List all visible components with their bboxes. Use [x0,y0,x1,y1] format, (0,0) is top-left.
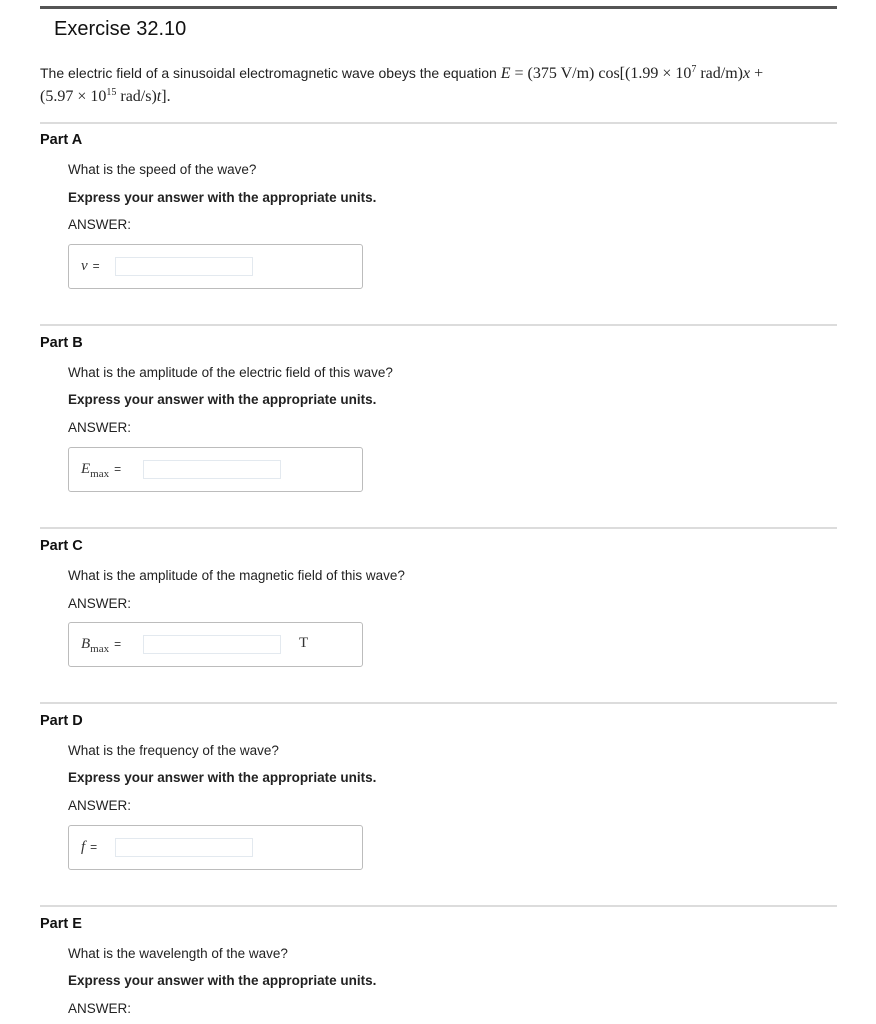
part-divider [40,905,837,907]
part-b-answer-label: ANSWER: [68,420,132,435]
part-c-answer-box [68,622,363,667]
part-e-title: Part E [40,916,82,932]
part-d-answer-label: ANSWER: [68,798,132,813]
part-d-title: Part D [40,713,83,729]
part-b-answer-box [68,447,363,492]
part-e-instruction: Express your answer with the appropriate units. [68,973,377,988]
part-divider [40,702,837,704]
part-b-question: What is the amplitude of the electric field of this wave? [68,365,393,380]
intro-text: The electric field of a sinusoidal electromagnetic wave obeys the equation [40,65,497,81]
problem-statement [40,62,830,108]
bmax-answer-input[interactable] [143,635,281,654]
frequency-answer-input[interactable] [115,838,253,857]
frequency-variable-label: f = [81,839,98,855]
part-divider [40,122,837,124]
emax-answer-input[interactable] [143,460,281,479]
part-d-answer-box [68,825,363,870]
part-a-question: What is the speed of the wave? [68,162,257,177]
part-c-question: What is the amplitude of the magnetic field of this wave? [68,568,405,583]
speed-variable-label: v = [81,258,100,274]
tesla-unit-label: T [299,635,309,651]
part-a-instruction: Express your answer with the appropriate units. [68,190,377,205]
part-divider [40,324,837,326]
part-b-instruction: Express your answer with the appropriate units. [68,392,377,407]
part-a-answer-box [68,244,363,289]
emax-variable-label: $E_{max}$ = [81,461,122,480]
part-d-instruction: Express your answer with the appropriate units. [68,770,377,785]
speed-answer-input[interactable] [115,257,253,276]
part-divider [40,527,837,529]
top-rule [40,6,837,9]
part-d-question: What is the frequency of the wave? [68,743,279,758]
part-e-answer-label: ANSWER: [68,1001,132,1016]
part-e-question: What is the wavelength of the wave? [68,946,288,961]
bmax-variable-label: $B_{max}$ = [81,636,122,655]
wave-equation: E = (375 V/m) $\cos[(1.99 \times 10^7$ rad/m)x + ($5.97 \times 10^{15}$ rad/s)t]. [40,64,764,105]
part-c-title: Part C [40,538,83,554]
part-a-title: Part A [40,132,83,148]
part-c-answer-label: ANSWER: [68,596,132,611]
part-b-title: Part B [40,335,83,351]
exercise-title: Exercise 32.10 [54,18,187,40]
part-a-answer-label: ANSWER: [68,217,132,232]
